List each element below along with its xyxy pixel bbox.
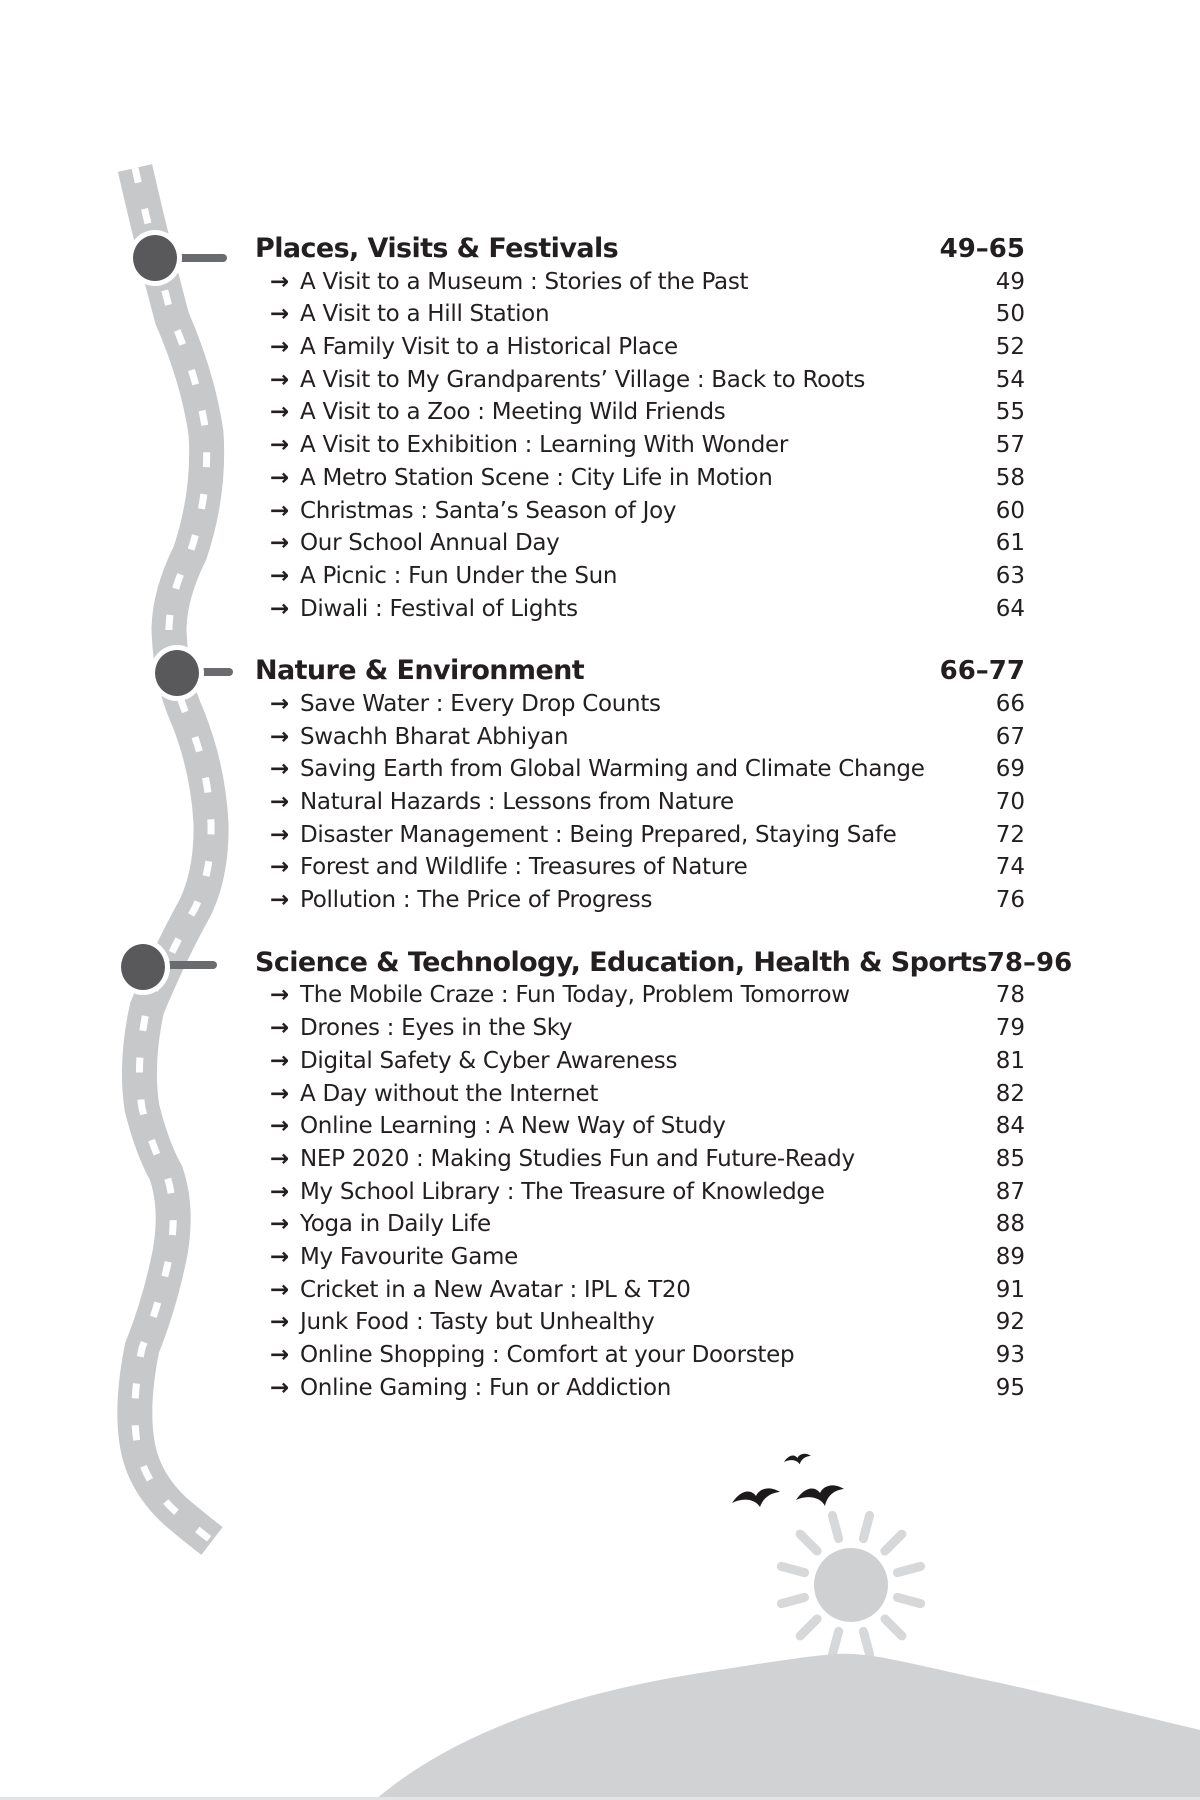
arrow-icon: → [270, 1113, 290, 1140]
toc-entry [255, 979, 1025, 1012]
entry-title: Saving Earth from Global Warming and Climate Change [300, 756, 925, 783]
toc-entry [255, 721, 1025, 754]
toc-entry [255, 688, 1025, 721]
entry-page-number: 78 [995, 982, 1025, 1009]
entry-page-number: 92 [995, 1309, 1025, 1336]
arrow-icon: → [270, 301, 290, 328]
arrow-icon: → [270, 1211, 290, 1238]
entry-title: A Day without the Internet [300, 1080, 599, 1107]
toc-sections [255, 233, 1073, 1404]
entry-page-number: 70 [995, 789, 1025, 815]
entry-page-number: 55 [995, 399, 1025, 426]
milestone-marker-icon [128, 230, 182, 286]
milestone-marker-icon [150, 645, 204, 701]
entry-page-number: 67 [995, 723, 1025, 750]
toc-section [255, 655, 1025, 917]
entry-title: A Metro Station Scene : City Life in Motion [300, 464, 773, 491]
toc-entry [255, 1339, 1025, 1372]
arrow-icon: → [270, 982, 290, 1009]
arrow-icon: → [270, 399, 290, 426]
entry-page-number: 85 [995, 1145, 1025, 1172]
toc-entry [255, 462, 1025, 495]
arrow-icon: → [270, 723, 290, 750]
entry-page-number: 72 [995, 821, 1025, 848]
hill-graphic [0, 1640, 1200, 1800]
toc-entry [255, 786, 1025, 819]
entry-title: Swachh Bharat Abhiyan [300, 723, 569, 750]
entry-title: My Favourite Game [300, 1243, 518, 1270]
entry-page-number: 49 [995, 268, 1025, 295]
arrow-icon: → [270, 595, 290, 622]
entry-title: Diwali : Festival of Lights [300, 595, 578, 622]
entry-page-number: 84 [995, 1113, 1025, 1140]
toc-entry [255, 1372, 1025, 1405]
entry-page-number: 87 [995, 1178, 1025, 1205]
arrow-icon: → [270, 854, 290, 881]
arrow-icon: → [270, 562, 290, 589]
arrow-icon: → [270, 1276, 290, 1303]
toc-entry [255, 266, 1025, 299]
arrow-icon: → [270, 464, 290, 491]
arrow-icon: → [270, 1015, 290, 1042]
entry-page-number: 93 [995, 1342, 1025, 1368]
arrow-icon: → [270, 1342, 290, 1368]
entry-page-number: 88 [995, 1211, 1025, 1238]
toc-entry [255, 1045, 1025, 1078]
toc-section [255, 946, 1073, 1405]
arrow-icon: → [270, 756, 290, 783]
road-graphic [90, 163, 240, 1563]
entry-title: Online Learning : A New Way of Study [300, 1113, 726, 1140]
arrow-icon: → [270, 1243, 290, 1270]
entry-page-number: 89 [995, 1243, 1025, 1270]
entry-page-number: 66 [995, 690, 1025, 717]
entry-title: Digital Safety & Cyber Awareness [300, 1047, 678, 1074]
toc-entry [255, 396, 1025, 429]
arrow-icon: → [270, 821, 290, 848]
toc-entry [255, 819, 1025, 852]
toc-entry [255, 560, 1025, 593]
entry-title: A Visit to My Grandparents’ Village : Back to Roots [300, 366, 866, 393]
section-title: Nature & Environment [255, 655, 585, 687]
milestone-marker-icon [116, 939, 170, 995]
arrow-icon: → [270, 366, 290, 393]
toc-entry [255, 1078, 1025, 1111]
entry-page-number: 63 [995, 562, 1025, 589]
entry-page-number: 50 [995, 301, 1025, 328]
entry-title: Drones : Eyes in the Sky [300, 1015, 573, 1042]
section-page-range: 49–65 [939, 234, 1025, 264]
entry-title: Our School Annual Day [300, 530, 560, 557]
entry-page-number: 64 [995, 595, 1025, 622]
entry-page-number: 82 [995, 1080, 1025, 1107]
entry-page-number: 81 [995, 1047, 1025, 1074]
entry-page-number: 76 [995, 887, 1025, 914]
arrow-icon: → [270, 268, 290, 295]
arrow-icon: → [270, 1178, 290, 1205]
section-title: Science & Technology, Education, Health & Sports [255, 946, 987, 978]
entry-title: A Picnic : Fun Under the Sun [300, 562, 618, 589]
entry-title: NEP 2020 : Making Studies Fun and Future-Ready [300, 1145, 855, 1172]
entry-page-number: 91 [995, 1276, 1025, 1303]
toc-section [255, 233, 1025, 625]
entry-title: Forest and Wildlife : Treasures of Nature [300, 854, 748, 881]
entry-page-number: 52 [995, 334, 1025, 361]
section-page-range: 66–77 [939, 656, 1025, 687]
entry-title: Save Water : Every Drop Counts [300, 690, 661, 717]
toc-entry [255, 331, 1025, 364]
toc-entry [255, 527, 1025, 560]
arrow-icon: → [270, 690, 290, 717]
toc-entry [255, 429, 1025, 462]
toc-entry [255, 1012, 1025, 1045]
entry-page-number: 79 [995, 1015, 1025, 1042]
toc-entry [255, 298, 1025, 331]
entry-page-number: 61 [995, 530, 1025, 557]
toc-entry [255, 593, 1025, 626]
arrow-icon: → [270, 1047, 290, 1074]
section-header-row [255, 946, 1073, 980]
entry-title: A Visit to a Zoo : Meeting Wild Friends [300, 399, 726, 426]
arrow-icon: → [270, 497, 290, 524]
arrow-icon: → [270, 530, 290, 557]
arrow-icon: → [270, 334, 290, 361]
entry-title: The Mobile Craze : Fun Today, Problem Tomorrow [300, 982, 850, 1009]
entry-title: Disaster Management : Being Prepared, Staying Safe [300, 821, 897, 848]
arrow-icon: → [270, 432, 290, 459]
arrow-icon: → [270, 789, 290, 815]
entry-page-number: 95 [995, 1374, 1025, 1401]
toc-entry [255, 1208, 1025, 1241]
toc-entry [255, 495, 1025, 528]
toc-entry [255, 364, 1025, 397]
section-title: Places, Visits & Festivals [255, 233, 619, 264]
section-header-row [255, 655, 1025, 688]
toc-entry [255, 884, 1025, 917]
entry-title: A Visit to a Museum : Stories of the Past [300, 268, 749, 295]
entry-page-number: 60 [995, 497, 1025, 524]
entry-title: Natural Hazards : Lessons from Nature [300, 789, 734, 815]
arrow-icon: → [270, 1080, 290, 1107]
toc-entry [255, 1110, 1025, 1143]
entry-title: Christmas : Santa’s Season of Joy [300, 497, 677, 524]
toc-entry [255, 1143, 1025, 1176]
arrow-icon: → [270, 887, 290, 914]
entry-title: My School Library : The Treasure of Knowledge [300, 1178, 825, 1205]
entry-title: A Visit to Exhibition : Learning With Wonder [300, 432, 789, 459]
toc-entry [255, 1306, 1025, 1339]
entry-page-number: 58 [995, 464, 1025, 491]
entry-page-number: 54 [995, 366, 1025, 393]
toc-entry [255, 851, 1025, 884]
birds-icon [722, 1444, 852, 1524]
section-page-range: 78–96 [986, 947, 1073, 978]
toc-entry [255, 1241, 1025, 1274]
toc-entry [255, 753, 1025, 786]
entry-title: A Family Visit to a Historical Place [300, 334, 678, 361]
arrow-icon: → [270, 1309, 290, 1336]
entry-page-number: 69 [995, 756, 1025, 783]
toc-entry [255, 1176, 1025, 1209]
entry-title: Cricket in a New Avatar : IPL & T20 [300, 1276, 691, 1303]
entry-title: Junk Food : Tasty but Unhealthy [300, 1309, 655, 1336]
arrow-icon: → [270, 1374, 290, 1401]
entry-title: Online Gaming : Fun or Addiction [300, 1374, 672, 1401]
entry-page-number: 57 [995, 432, 1025, 459]
entry-title: Yoga in Daily Life [300, 1211, 491, 1238]
section-header-row [255, 233, 1025, 266]
arrow-icon: → [270, 1145, 290, 1172]
entry-page-number: 74 [995, 854, 1025, 881]
entry-title: Pollution : The Price of Progress [300, 887, 653, 914]
toc-entry [255, 1274, 1025, 1307]
entry-title: Online Shopping : Comfort at your Doorstep [300, 1342, 795, 1368]
entry-title: A Visit to a Hill Station [300, 301, 550, 328]
